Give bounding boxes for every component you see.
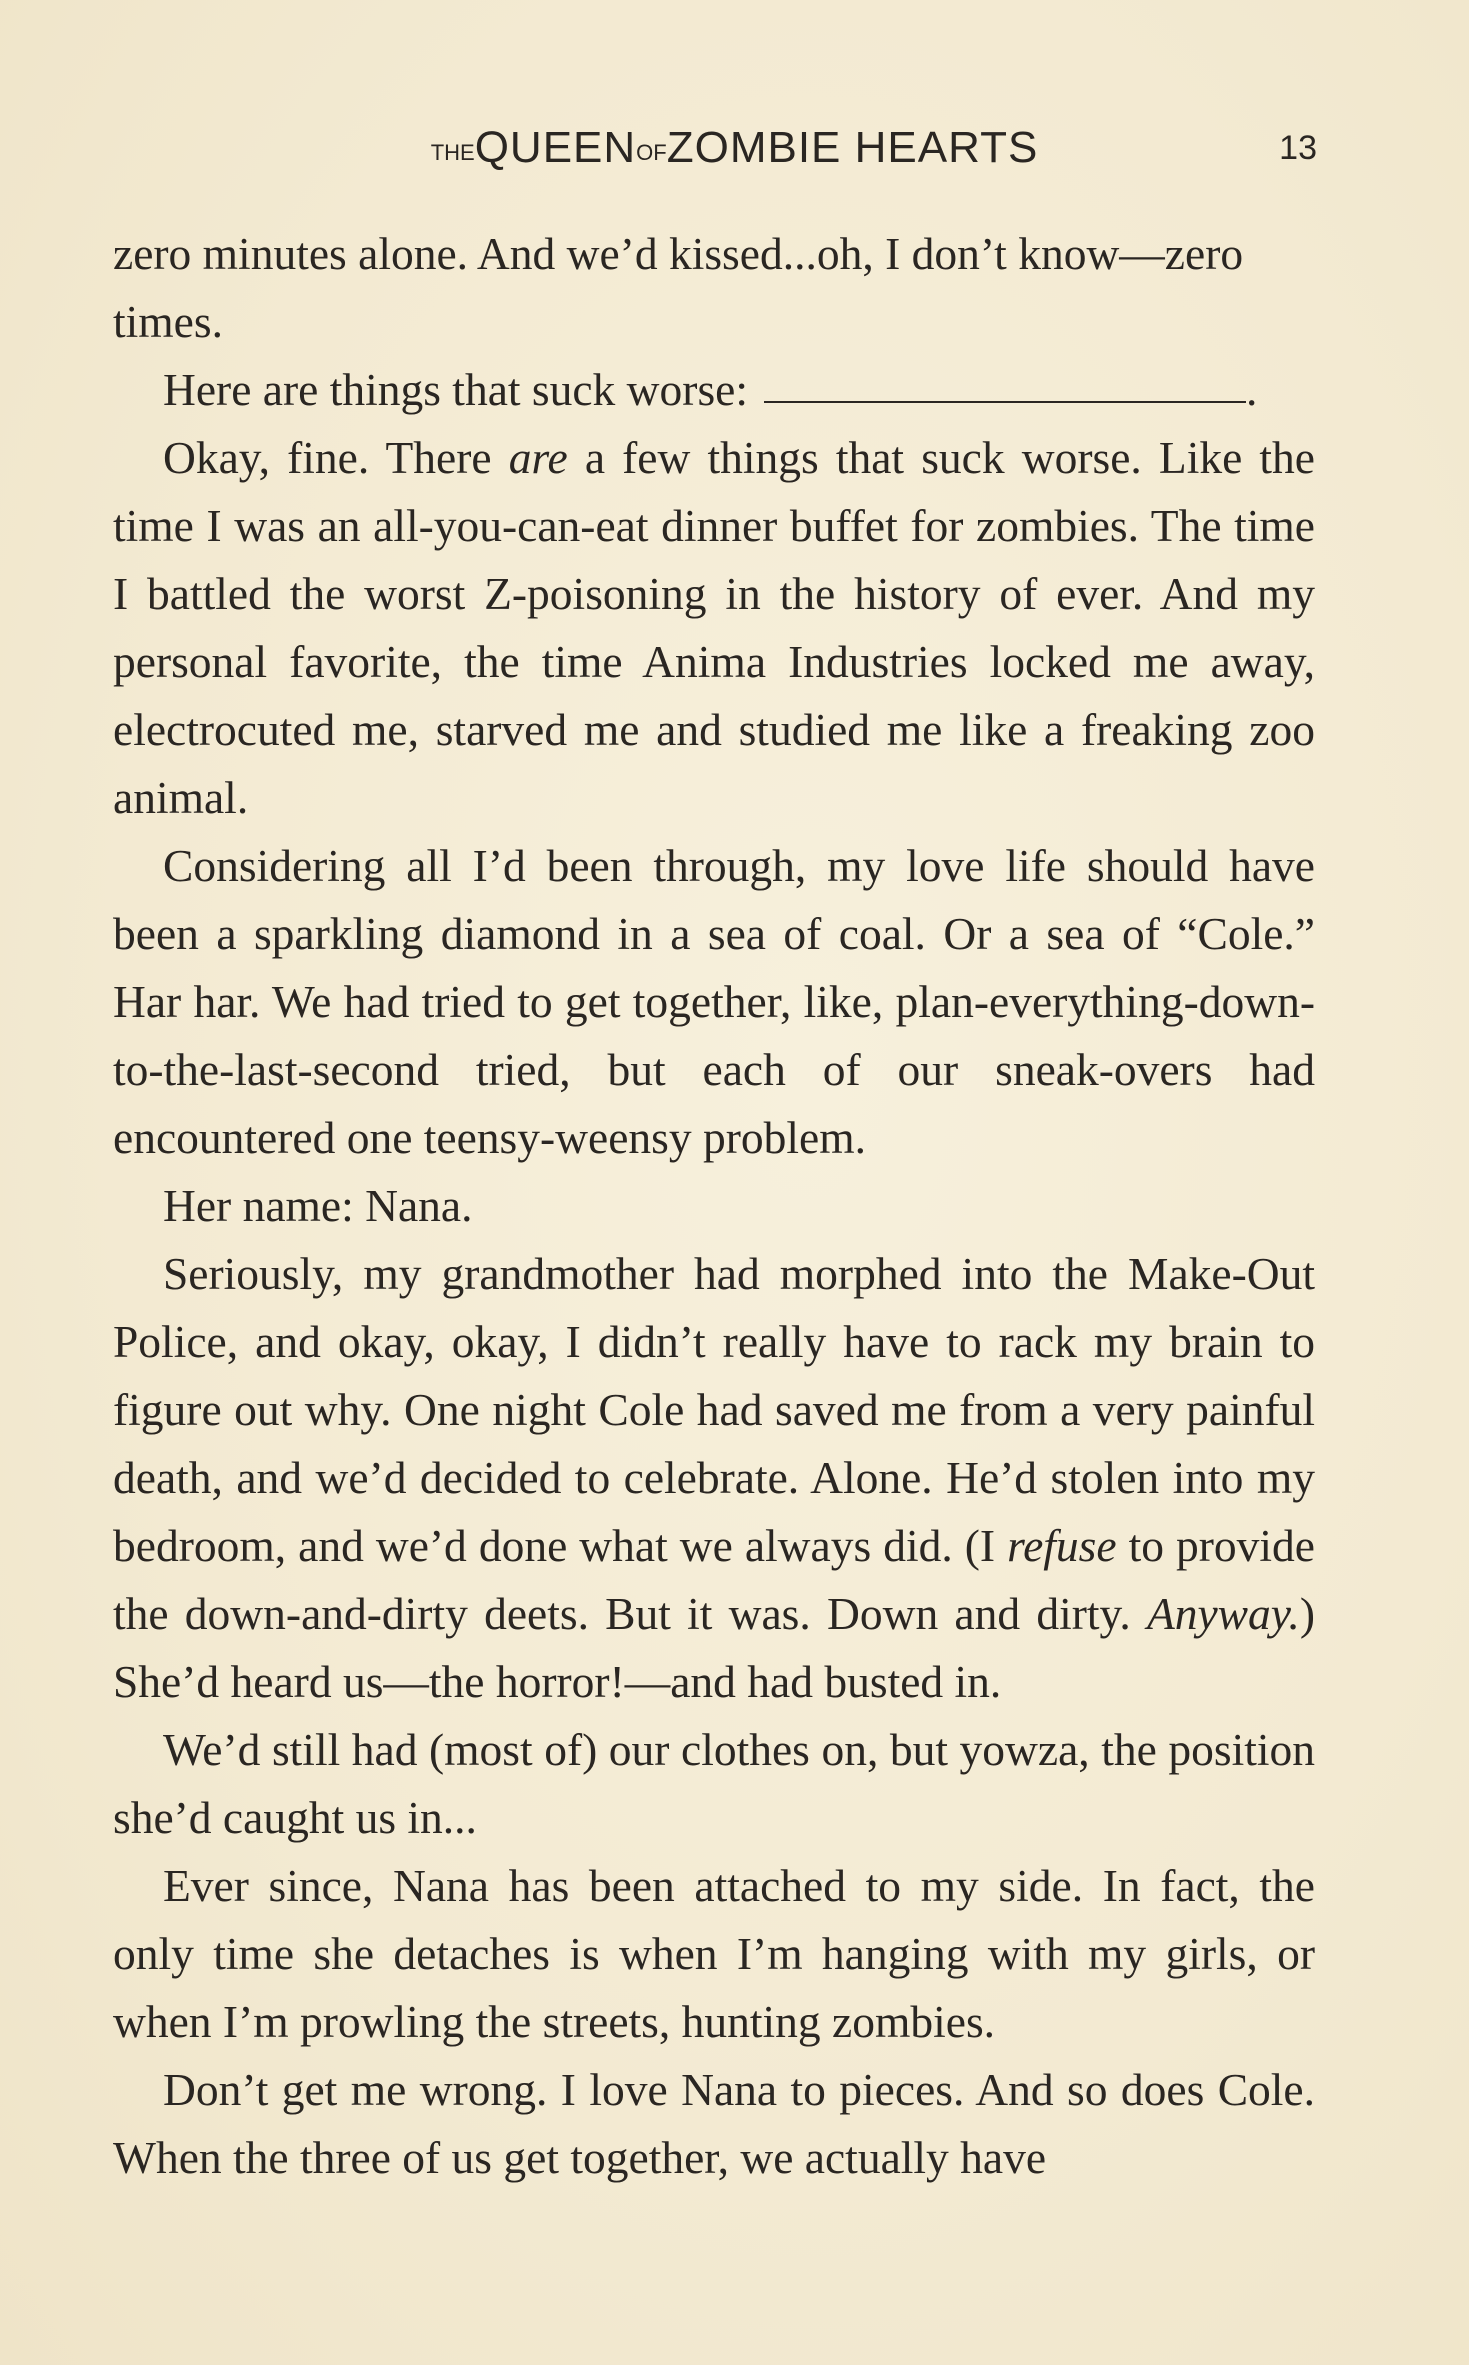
paragraph-text: a few things that suck worse. Like the time I was an all-you-can-eat dinner buffet for zombies. The time I battled the worst Z-poisoning in the history of ever. And my personal favorite, the time Anima Industries locked me away, electrocuted me, starved me and studied me like a freaking zoo animal. [113, 432, 1315, 823]
paragraph-text: Her name: Nana. [163, 1180, 473, 1231]
paragraph-text: Okay, fine. There [163, 432, 509, 483]
paragraph [113, 1240, 1315, 1716]
paragraph-continued [113, 220, 1315, 356]
page-number: 13 [1279, 129, 1317, 167]
paragraph [113, 1172, 1315, 1240]
book-title [0, 118, 1469, 183]
body-text [113, 220, 1315, 2192]
paragraph-text: Ever since, Nana has been attached to my side. In fact, the only time she detaches is when I’m hanging with my girls, or when I’m prowling the streets, hunting zombies. [113, 1860, 1315, 2047]
emphasis-text: refuse [1007, 1520, 1117, 1571]
paragraph [113, 832, 1315, 1172]
title-of: OF [636, 140, 667, 165]
paragraph [113, 1852, 1315, 2056]
paragraph-text: Seriously, my grandmother had morphed into the Make-Out Police, and okay, okay, I didn’t really have to rack my brain to figure out why. One night Cole had saved me from a very painful death, and we’d decided to celebrate. Alone. He’d stolen into my bedroom, and we’d done what we always did. (I [113, 1248, 1315, 1571]
paragraph-text: ) She’d heard us—the horror!—and had busted in. [113, 1588, 1315, 1707]
paragraph-period: . [1246, 364, 1258, 415]
emphasis-text: Anyway. [1146, 1588, 1300, 1639]
paragraph-text: Here are things that suck worse: [163, 364, 748, 415]
paragraph-text: zero minutes alone. And we’d kissed...oh, I don’t know—zero times. [113, 228, 1244, 347]
blank-line [764, 371, 1246, 403]
running-head [0, 118, 1469, 178]
paragraph-text: Considering all I’d been through, my love life should have been a sparkling diamond in a sea of coal. Or a sea of “Cole.” Har har. We had tried to get together, like, plan-everything-down-to-the-last-second tried, but each of our sneak-overs had encountered one teensy-weensy problem. [113, 840, 1315, 1163]
emphasis-text: are [508, 432, 568, 483]
title-the: THE [430, 140, 475, 165]
title-zombie-hearts: ZOMBIE HEARTS [666, 123, 1039, 172]
title-queen: QUEEN [474, 123, 637, 172]
paragraph-text: to provide the down-and-dirty deets. But it was. Down and dirty. [113, 1520, 1315, 1639]
paragraph [113, 1716, 1315, 1852]
paragraph-text: We’d still had (most of) our clothes on, but yowza, the position she’d caught us in... [113, 1724, 1315, 1843]
paragraph-text: Don’t get me wrong. I love Nana to pieces. And so does Cole. When the three of us get together, we actually have [113, 2064, 1315, 2183]
paragraph [113, 424, 1315, 832]
paragraph-fill-in-blank [113, 356, 1315, 424]
paragraph [113, 2056, 1315, 2192]
